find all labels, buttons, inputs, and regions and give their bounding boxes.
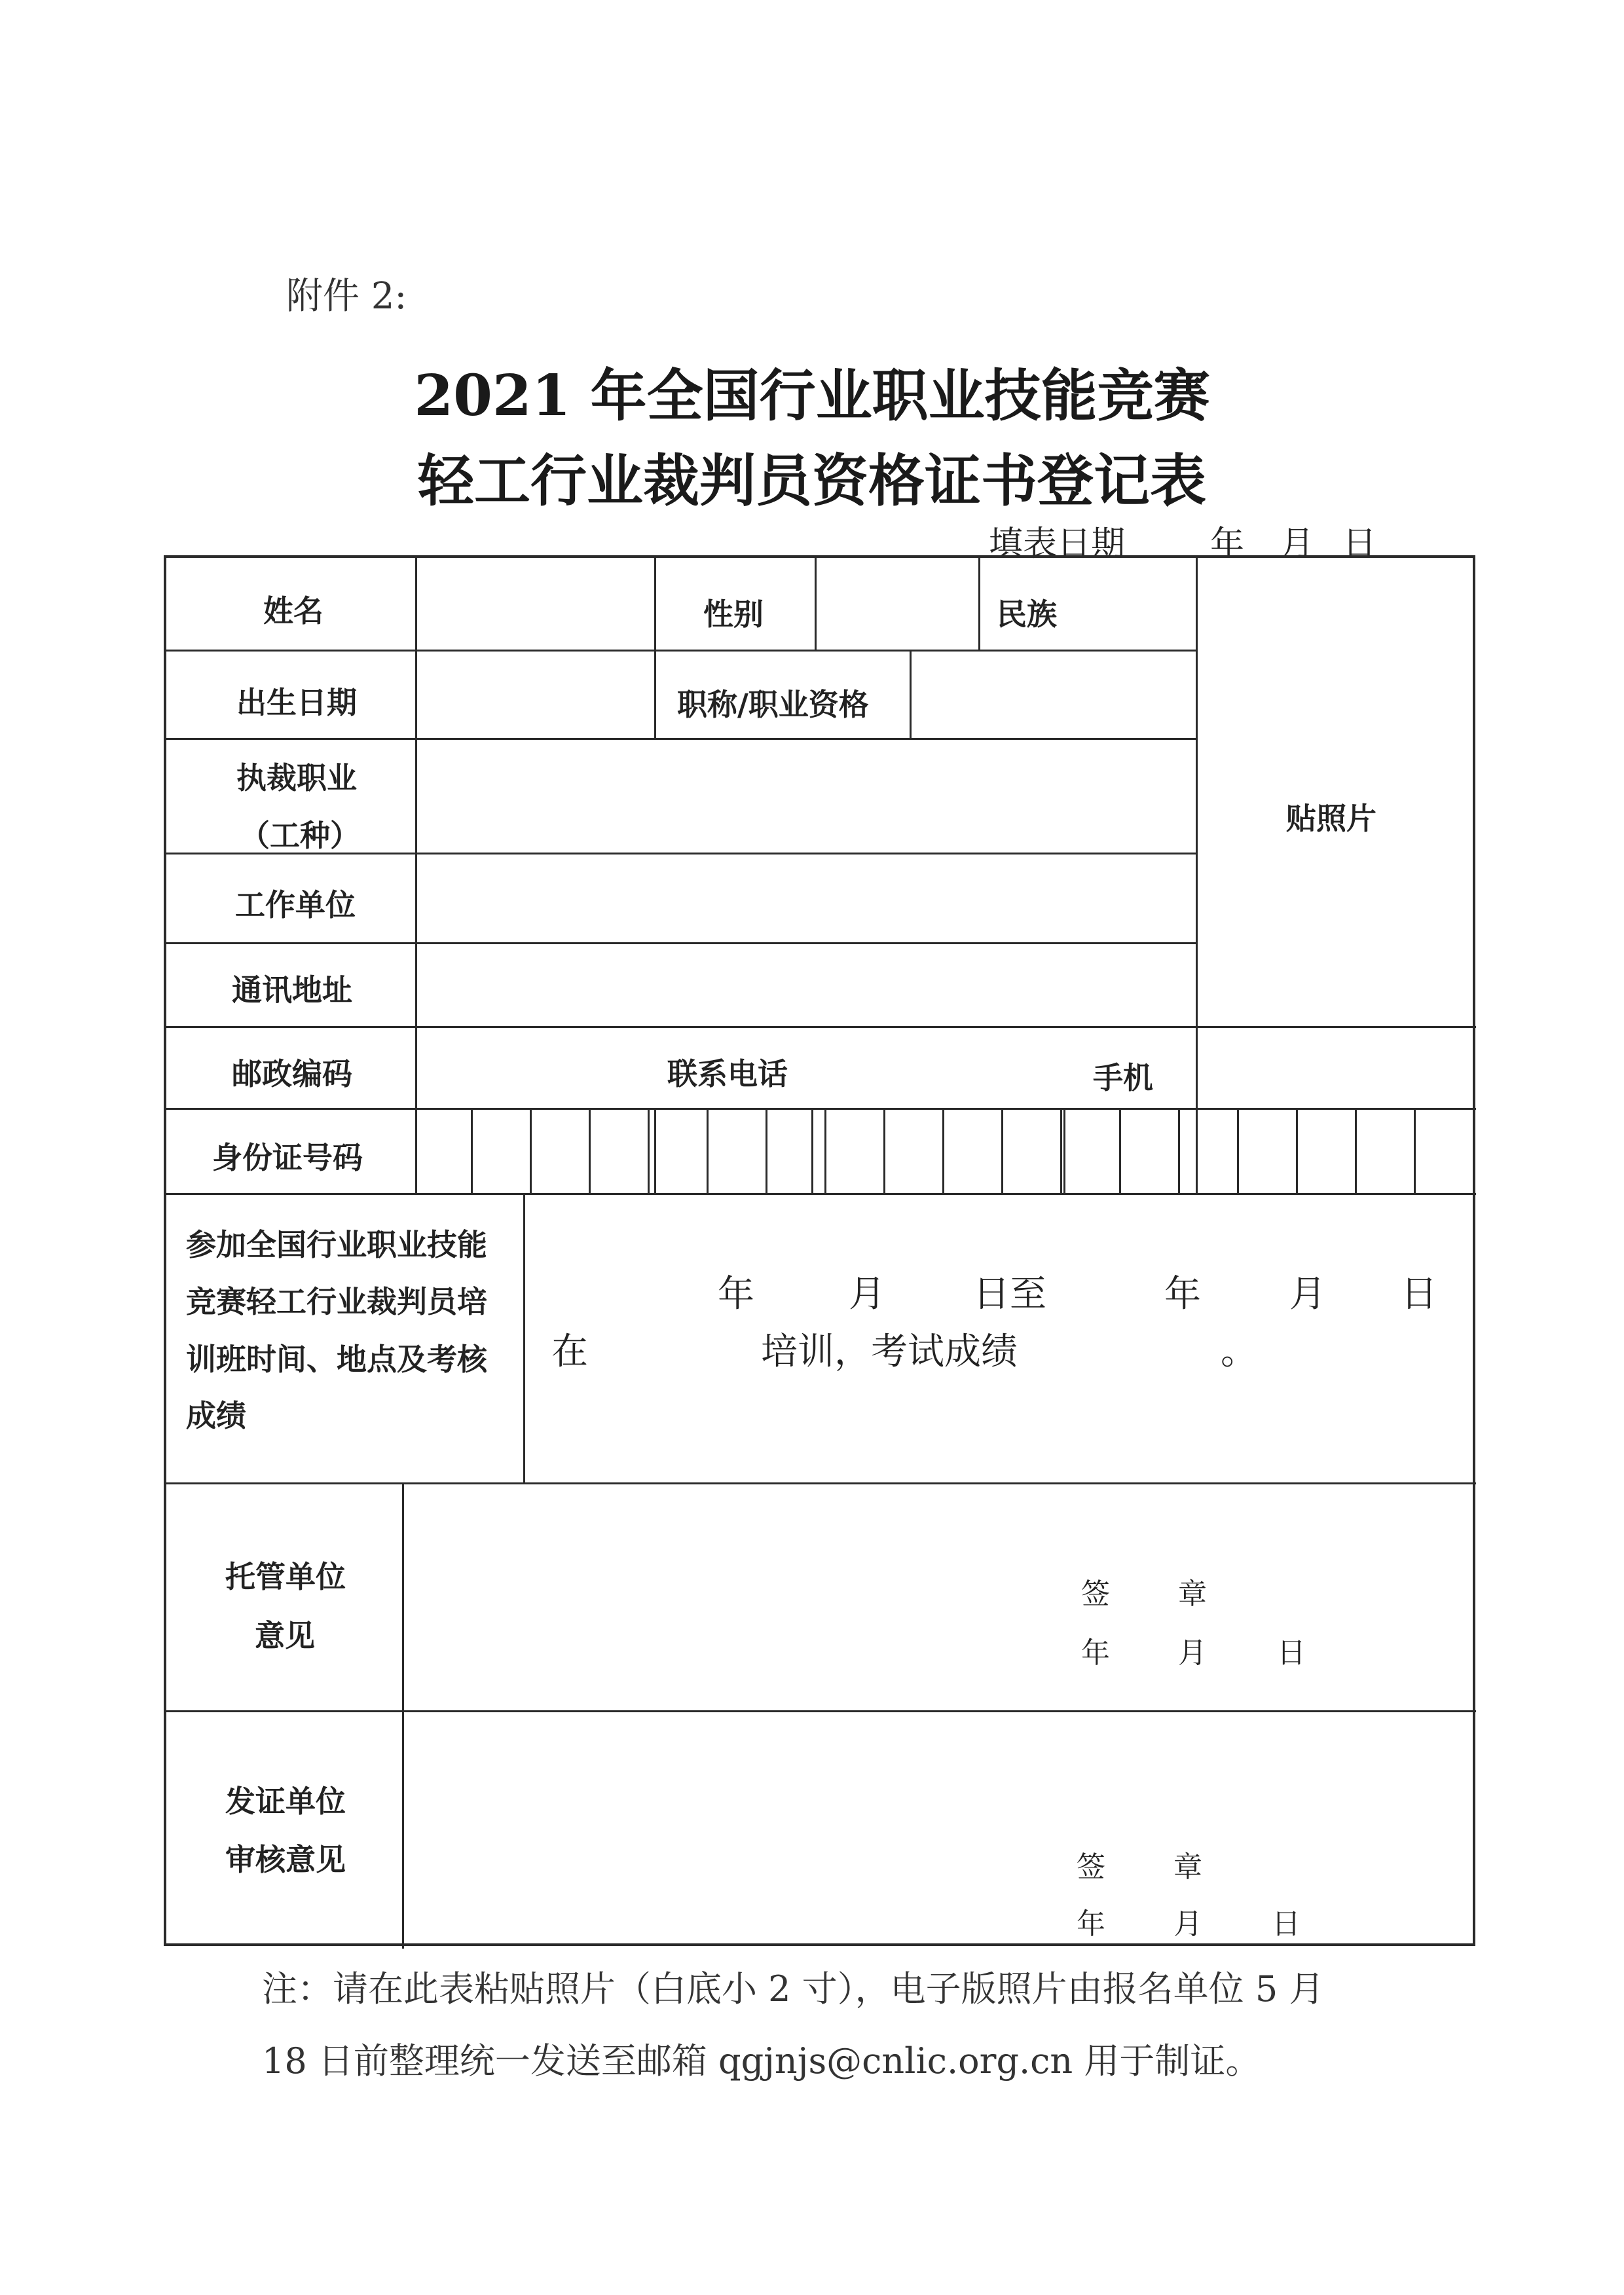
col-line [654,1108,656,1193]
row-line [166,650,1197,652]
address-label: 通讯地址 [232,972,352,1008]
work-unit-label: 工作单位 [235,887,356,923]
id-cell-line [1237,1108,1239,1193]
postal-code-label: 邮政编码 [232,1056,352,1092]
training-year2: 年 [1164,1273,1201,1315]
id-number-label: 身份证号码 [212,1140,363,1175]
training-label-line3: 训班时间、地点及考核 [186,1342,487,1377]
row-line [166,1108,1476,1110]
id-cell-line [471,1108,473,1193]
training-month2: 月 [1289,1273,1326,1315]
id-cell-line [942,1108,944,1193]
col-line [1196,558,1198,1193]
training-year1: 年 [718,1273,754,1315]
col-line [654,558,656,738]
id-cell-line [766,1108,767,1193]
id-cell-line [589,1108,591,1193]
issuer-year-label: 年 [1077,1907,1105,1941]
col-line [811,1108,813,1193]
fill-date-month: 月 [1280,524,1315,564]
name-label: 姓名 [263,593,323,629]
note-line1: 注：请在此表粘贴照片（白底小 2 寸），电子版照片由报名单位 5 月 [262,1968,1325,2010]
id-cell-line [824,1108,826,1193]
col-line [1063,1108,1065,1193]
fill-date-day: 日 [1342,524,1377,564]
training-label-line4: 成绩 [186,1398,246,1433]
fill-date-label: 填表日期 [989,524,1126,564]
custody-day-label: 日 [1277,1636,1306,1670]
id-cell-line [530,1108,532,1193]
custody-opinion-label-line1: 托管单位 [225,1559,346,1594]
id-cell-line [1414,1108,1416,1193]
note-line2: 18 日前整理统一发送至邮箱 qgjnjs@cnlic.org.cn 用于制证。 [262,2040,1261,2082]
gender-label: 性别 [703,597,764,632]
id-cell-line [707,1108,709,1193]
fill-date-year: 年 [1210,524,1245,564]
id-cell-line [648,1108,650,1193]
custody-sign-label: 签 [1081,1577,1110,1611]
title-qualification-label: 职称/职业资格 [677,687,869,722]
row-line [166,1193,1476,1195]
custody-year-label: 年 [1081,1636,1110,1670]
id-cell-line [1060,1108,1062,1193]
birth-date-label: 出生日期 [236,685,357,720]
issuer-opinion-label-line2: 审核意见 [225,1842,346,1877]
training-day2: 日 [1401,1273,1437,1315]
issuer-month-label: 月 [1173,1907,1202,1941]
row-line [166,738,1197,740]
row-line [166,1710,1476,1712]
col-line [815,558,817,650]
col-line [978,558,980,650]
training-label-line1: 参加全国行业职业技能 [186,1227,487,1262]
col-line [402,1482,404,1949]
id-cell-line [1119,1108,1121,1193]
training-place-prefix: 在 [551,1331,588,1373]
training-result-label: 培训，考试成绩 [761,1331,1018,1373]
photo-placeholder-label: 贴照片 [1286,801,1376,836]
issuer-stamp-label: 章 [1173,1850,1202,1884]
attachment-label: 附件 2: [286,275,407,318]
page-title-line2: 轻工行业裁判员资格证书登记表 [418,448,1206,514]
id-cell-line [1355,1108,1357,1193]
issuer-opinion-label-line1: 发证单位 [225,1784,346,1819]
custody-stamp-label: 章 [1178,1577,1207,1611]
custody-month-label: 月 [1178,1636,1207,1670]
row-line [166,1482,1476,1484]
page-title-line1: 2021 年全国行业职业技能竞赛 [414,363,1210,429]
id-cell-line [1296,1108,1298,1193]
col-line [910,650,912,738]
id-cell-line [883,1108,885,1193]
ethnicity-label: 民族 [997,597,1057,632]
occupation-label-line2: （工种） [240,818,360,853]
id-cell-line [1178,1108,1180,1193]
custody-opinion-label-line2: 意见 [255,1618,315,1653]
phone-label: 联系电话 [667,1056,788,1092]
training-label-line2: 竞赛轻工行业裁判员培 [186,1284,487,1319]
row-line [166,1026,1476,1028]
issuer-sign-label: 签 [1077,1850,1105,1884]
col-line [523,1193,525,1482]
training-month1: 月 [849,1273,885,1315]
mobile-label: 手机 [1093,1060,1153,1095]
issuer-day-label: 日 [1272,1907,1301,1941]
training-end-mark: 。 [1221,1331,1257,1373]
col-line [415,558,417,1193]
training-day-to: 日至 [973,1273,1046,1315]
id-cell-line [1001,1108,1003,1193]
registration-form-table [164,555,1475,1946]
row-line [166,942,1197,944]
occupation-label-line1: 执裁职业 [236,760,357,796]
